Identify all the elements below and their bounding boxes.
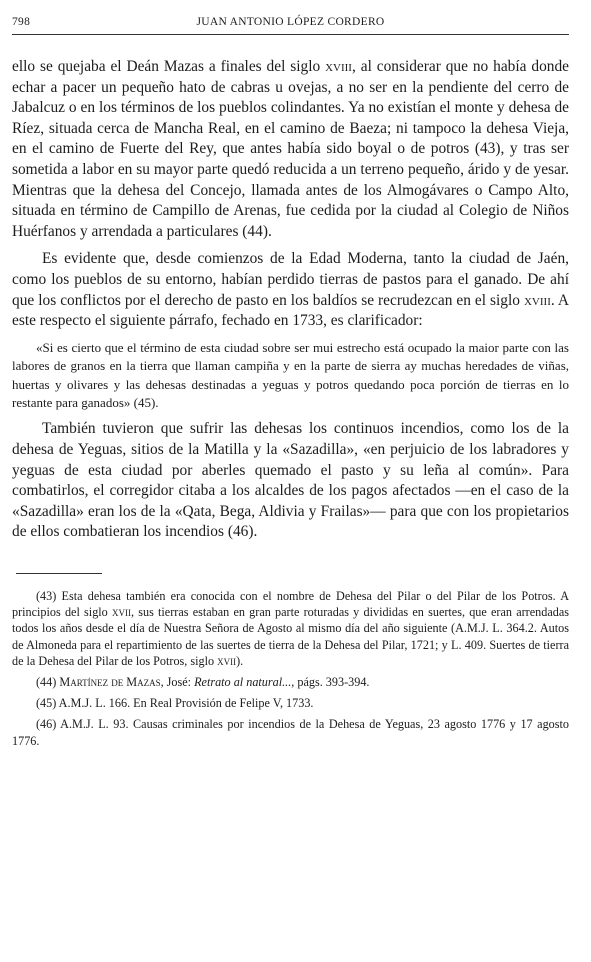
footnote-44 <box>12 674 569 690</box>
paragraph-2-text-a: Es evidente que, desde comienzos de la Edad Moderna, tanto la ciudad de Jaén, como los pueblos de su entorno, habían perdido tierras de pastos para el ganado. De ahí que los conflictos por el derecho de pasto en los baldíos se recrudezcan en el siglo <box>12 250 569 309</box>
paragraph-2-text-b: . A este respecto el siguiente párrafo, fechado en 1733, es clarificador: <box>12 291 569 330</box>
footnote-43-century-2: xvii <box>217 653 237 668</box>
footnote-44-author: Martínez de Mazas <box>59 674 161 689</box>
paragraph-1-text-a: ello se quejaba el Deán Mazas a finales del siglo <box>12 58 326 75</box>
footnote-44-number: (44) <box>36 674 60 689</box>
paragraph-1-century: xviii <box>325 58 352 75</box>
running-head: JUAN ANTONIO LÓPEZ CORDERO <box>196 16 385 28</box>
footnote-45: (45) A.M.J. L. 166. En Real Provisión de Felipe V, 1733. <box>36 696 314 711</box>
paragraph-3: También tuvieron que sufrir las dehesas los continuos incendios, como los de la dehesa de Yeguas, sitios de la Matilla y la «Sazadilla», «en perjuicio de los labradores y yeguas de esta ciudad por aberles quemado el pasto y su leña al común». Para combatirlos, el corregidor citaba a los alcaldes de los pagos afectados —en el caso de la «Sazadilla» eran los de la «Qata, Bega, Aldivia y Frailas»— para que con los propietarios de ellos combatieran los incendios (46). <box>12 420 569 541</box>
paragraph-2 <box>12 249 569 331</box>
footnote-separator <box>16 573 102 574</box>
page-number: 798 <box>12 16 31 28</box>
footnote-44-text-a: , José: <box>160 674 195 689</box>
main-text <box>12 57 569 543</box>
footnote-43-century: xvii <box>111 605 131 620</box>
footnote-43 <box>12 588 569 669</box>
header-rule <box>12 34 569 35</box>
paragraph-2-century: xviii <box>523 291 551 309</box>
footnotes <box>12 588 569 749</box>
paragraph-1 <box>12 57 569 242</box>
page-header <box>12 12 569 32</box>
footnote-46: (46) A.M.J. L. 93. Causas criminales por incendios de la Dehesa de Yeguas, 23 agosto 1776 y 17 agosto 1776. <box>12 717 569 748</box>
block-quote: «Si es cierto que el término de esta ciudad sobre ser mui estrecho está ocupado la maior parte con las labores de granos en la tierra que llaman campiña y en la parte de sierra ay muchas heredades de viñas, huertas y olivares y las dehesas destinadas a yeguas y potros quedando poca porción de tierras en lo restante para ganados» (45). <box>12 339 569 410</box>
footnote-44-text-b: , págs. 393-394. <box>291 674 370 689</box>
footnote-43-text-a: (43) Esta dehesa también era conocida con el nombre de Dehesa del Pilar o del Pilar de los Potros. A principios del siglo <box>12 588 569 620</box>
paragraph-1-text-b: , al considerar que no había donde echar a pacer un pequeño hato de cabras u ovejas, a no ser en la pendiente del cerro de Jabalcuz o en los términos de los pueblos colindantes. Ya no existían el monte y dehesa de Ríez, situada cerca de Mancha Real, en el camino de Baeza; ni tampoco la dehesa Vieja, en el camino de Fuerte del Rey, que antes había sido boyal o de potros (43), y tras ser sometida a labor en su mayor parte quedó reducida a un terreno pequeño, árido y de yesar. Mientras que la dehesa del Concejo, llamada antes de los Almogávares o Campo Alto, situada en término de Campillo de Arenas, fue cedida por la ciudad al Colegio de Niños Huérfanos y arrendada a particulares (44). <box>12 58 569 240</box>
footnote-44-title: Retrato al natural... <box>194 674 292 689</box>
footnote-43-text-c: ). <box>236 653 244 668</box>
footnote-43-text-b: , sus tierras estaban en gran parte roturadas y divididas en suertes, que eran arrendadas todos los años desde el día de Nuestra Señora de Agosto al mismo día del año siguiente (A.M.J. L. 364.2. Autos de Almoneda para el repartimiento de las suertes de tierra de la Dehesa del Pilar, 1721; y L. 409. Suertes de tierra de la Dehesa del Pilar de los Potros, siglo <box>12 605 569 668</box>
